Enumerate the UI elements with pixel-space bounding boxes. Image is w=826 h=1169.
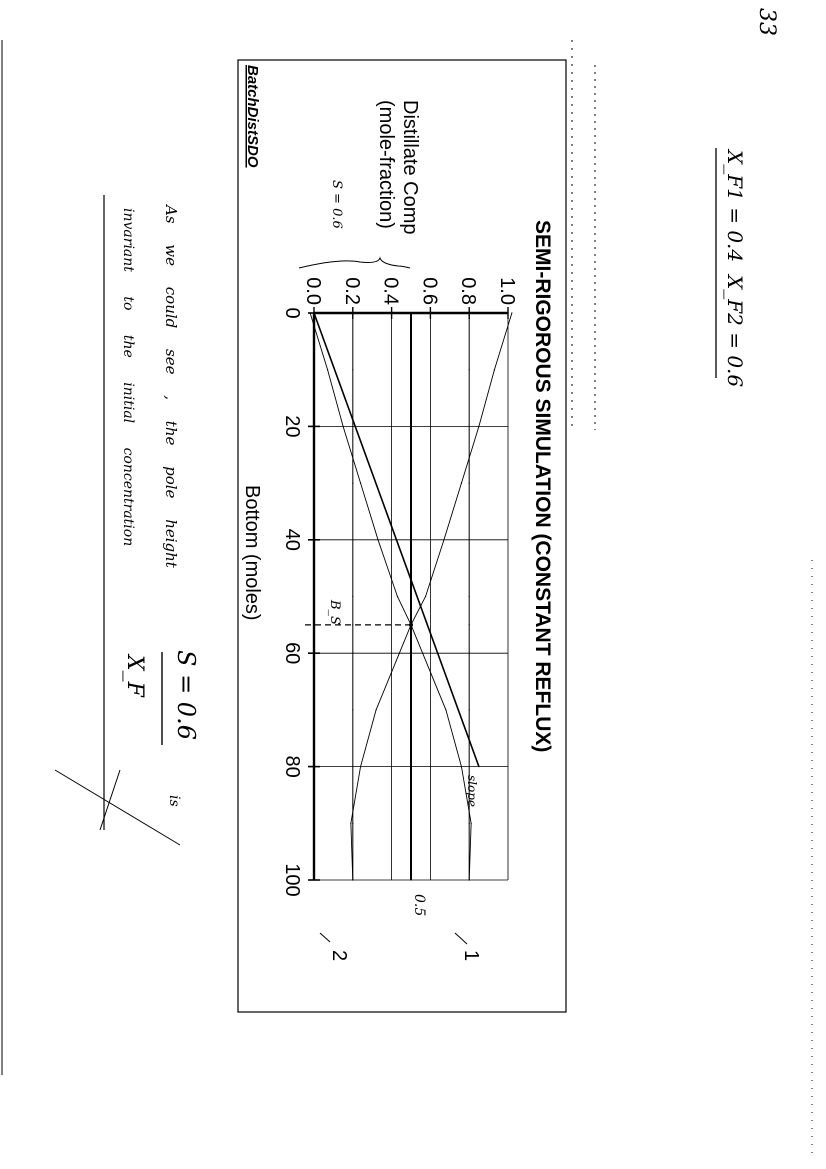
series-point bbox=[469, 539, 470, 540]
series-point bbox=[443, 539, 444, 540]
y-tick-label: 1.0 bbox=[496, 277, 518, 305]
series-point bbox=[310, 312, 311, 313]
series-point bbox=[425, 596, 426, 597]
y-tick-label: 0.6 bbox=[418, 277, 441, 305]
curve-2-label: 2 bbox=[328, 950, 350, 962]
series-point bbox=[511, 312, 512, 313]
x-tick-label: 60 bbox=[281, 642, 303, 665]
y-tick-label: 0.0 bbox=[302, 277, 324, 305]
series-line-2 bbox=[310, 313, 471, 880]
s-note: S = 0.6 bbox=[329, 180, 344, 229]
strike-mark-2 bbox=[100, 770, 120, 830]
note-s-value: S = 0.6 bbox=[172, 650, 200, 740]
y-axis-label-line1: Distillate Comp bbox=[399, 100, 421, 235]
curve-1-pointer bbox=[455, 933, 467, 944]
series-point bbox=[352, 766, 353, 767]
series-point bbox=[469, 483, 470, 484]
series-point bbox=[352, 624, 353, 625]
chart-title: SEMI-RIGOROUS SIMULATION (CONSTANT REFLUX) bbox=[531, 220, 554, 753]
series-point bbox=[399, 653, 400, 654]
x-tick-label: 100 bbox=[281, 863, 303, 897]
series-point bbox=[352, 312, 353, 313]
series-point bbox=[469, 709, 470, 710]
series-point bbox=[352, 483, 353, 484]
y-tick-label: 0.8 bbox=[457, 277, 480, 305]
slope-note: slope bbox=[465, 775, 479, 808]
series-point bbox=[352, 369, 353, 370]
series-point bbox=[469, 369, 470, 370]
series-point bbox=[469, 426, 470, 427]
series-point bbox=[350, 823, 351, 824]
series-point bbox=[313, 312, 314, 313]
series-point bbox=[360, 483, 361, 484]
series-point bbox=[352, 709, 353, 710]
y-tick-label: 0.4 bbox=[379, 277, 402, 305]
series-point bbox=[352, 426, 353, 427]
curve-2-pointer bbox=[320, 933, 330, 942]
series-point bbox=[469, 653, 470, 654]
level-note: 0.5 bbox=[411, 894, 427, 917]
note-line1: As we could see , the pole height bbox=[162, 205, 180, 568]
series-point bbox=[422, 653, 423, 654]
series-point bbox=[469, 766, 470, 767]
x-tick-label: 80 bbox=[281, 755, 303, 778]
curve-1-label: 1 bbox=[460, 950, 482, 962]
series-point bbox=[445, 709, 446, 710]
chart-area bbox=[241, 65, 554, 897]
series-point bbox=[410, 312, 411, 313]
series-point bbox=[360, 766, 361, 767]
brace-mark bbox=[299, 258, 410, 268]
series-point bbox=[469, 624, 470, 625]
series-point bbox=[327, 369, 328, 370]
series-point bbox=[478, 766, 479, 767]
series-line-1 bbox=[351, 313, 512, 880]
feed-xf1: X_F1 = 0.4 bbox=[723, 150, 747, 263]
series-point bbox=[469, 596, 470, 597]
page-number: 33 bbox=[754, 8, 779, 36]
series-point bbox=[461, 483, 462, 484]
feed-xf2: X_F2 = 0.6 bbox=[723, 275, 747, 388]
series-point bbox=[397, 596, 398, 597]
series-point bbox=[343, 426, 344, 427]
series-point bbox=[471, 823, 472, 824]
note-line2: invariant to the initial concentration bbox=[120, 208, 136, 547]
x-tick-label: 20 bbox=[281, 415, 303, 438]
series-point bbox=[469, 312, 470, 313]
x-axis-label: Bottom (moles) bbox=[241, 485, 263, 621]
crossing-point bbox=[409, 623, 413, 627]
footer-tag: BatchDistSDO bbox=[244, 65, 261, 168]
series-point bbox=[478, 426, 479, 427]
series-point bbox=[352, 879, 353, 880]
series-point bbox=[377, 539, 378, 540]
series-point bbox=[494, 369, 495, 370]
series-point bbox=[410, 879, 411, 880]
series-point bbox=[352, 823, 353, 824]
series-point bbox=[469, 823, 470, 824]
series-point bbox=[461, 766, 462, 767]
x-tick-label: 0 bbox=[281, 307, 303, 319]
series-point bbox=[352, 653, 353, 654]
series-point bbox=[352, 596, 353, 597]
series-point bbox=[469, 879, 470, 880]
strike-mark bbox=[55, 770, 180, 845]
y-tick-label: 0.2 bbox=[340, 277, 363, 305]
bs-note: B_S bbox=[327, 600, 342, 625]
note-is: is bbox=[166, 795, 182, 807]
series-point bbox=[375, 709, 376, 710]
x-tick-label: 40 bbox=[281, 528, 303, 551]
series-point bbox=[352, 539, 353, 540]
y-axis-label-line2: (mole-fraction) bbox=[375, 100, 397, 229]
plot-layer bbox=[281, 277, 518, 897]
note-xf: X_F bbox=[122, 655, 147, 697]
